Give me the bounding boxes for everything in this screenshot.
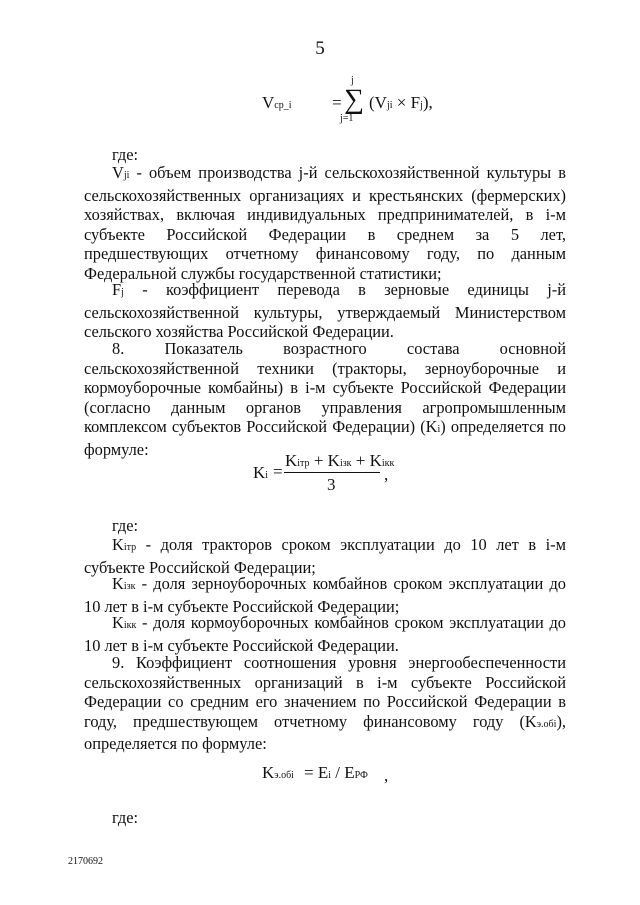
sum-upper: j — [351, 75, 354, 86]
formula-lhs: Ki — [253, 463, 269, 482]
formula-rhs: = Ei / EРФ — [304, 763, 368, 782]
where-label: где: — [112, 516, 139, 535]
fraction-denominator: 3 — [327, 475, 336, 494]
definition-kizk: Kiзк - доля зерноуборочных комбайнов сроком эксплуатации до 10 лет в i-м субъекте Российской Федерации; — [84, 574, 566, 616]
definition-fj: Fj - коэффициент перевода в зерновые единицы j-й сельскохозяйственной культуры, утверждаемый Министерством сельского хозяйства Российской Федерации. — [84, 280, 566, 341]
paragraph-item-8: 8. Показатель возрастного состава основной сельскохозяйственной техники (тракторы, зерноуборочные и кормоуборочные комбайны) в i-м субъекте Российской Федерации (согласно данным органов управления агропромышленным комплексом субъектов Российской Федерации) (Ki) определяется по формуле: — [84, 339, 566, 459]
sum-sign: ∑ — [344, 84, 364, 115]
sum-lower: j=1 — [340, 113, 354, 124]
definition-kikk: Kiкк - доля кормоуборочных комбайнов сроком эксплуатации до 10 лет в i-м субъекте Российской Федерации. — [84, 613, 566, 655]
formula-comma: , — [384, 766, 389, 785]
formula-comma: , — [384, 465, 389, 484]
page-number: 5 — [315, 38, 325, 59]
formula-equals: = — [273, 462, 283, 481]
formula-equals: = — [332, 93, 342, 112]
formula-lhs: Kэ.обi — [262, 763, 294, 782]
formula-lhs: Vср_i — [262, 93, 292, 112]
fraction-numerator: Kiтр + Kiзк + Kiкк — [285, 451, 395, 470]
formula-rhs: (Vji × Fj), — [369, 93, 433, 112]
paragraph-item-9: 9. Коэффициент соотношения уровня энергообеспеченности сельскохозяйственных организаций в i-м субъекте Российской Федерации со средним его значением по Российской Федерации в году, предшествующем отчетному финансовому году (Kэ.обi), определяется по формуле: — [84, 653, 566, 753]
definition-vji: Vji - объем производства j-й сельскохозяйственной культуры в сельскохозяйственных организациях и крестьянских (фермерских) хозяйствах, включая индивидуальных предпринимателей, в i-м субъекте Российской Федерации в среднем за 5 лет, предшествующих отчетному финансовому году, по данным Федеральной службы государственной статистики; — [84, 163, 566, 283]
document-code: 2170692 — [68, 856, 103, 867]
where-label: где: — [112, 145, 139, 164]
where-label: где: — [112, 808, 139, 827]
fraction-line — [284, 472, 380, 473]
definition-kitr: Kiтр - доля тракторов сроком эксплуатации до 10 лет в i-м субъекте Российской Федерации; — [84, 535, 566, 577]
